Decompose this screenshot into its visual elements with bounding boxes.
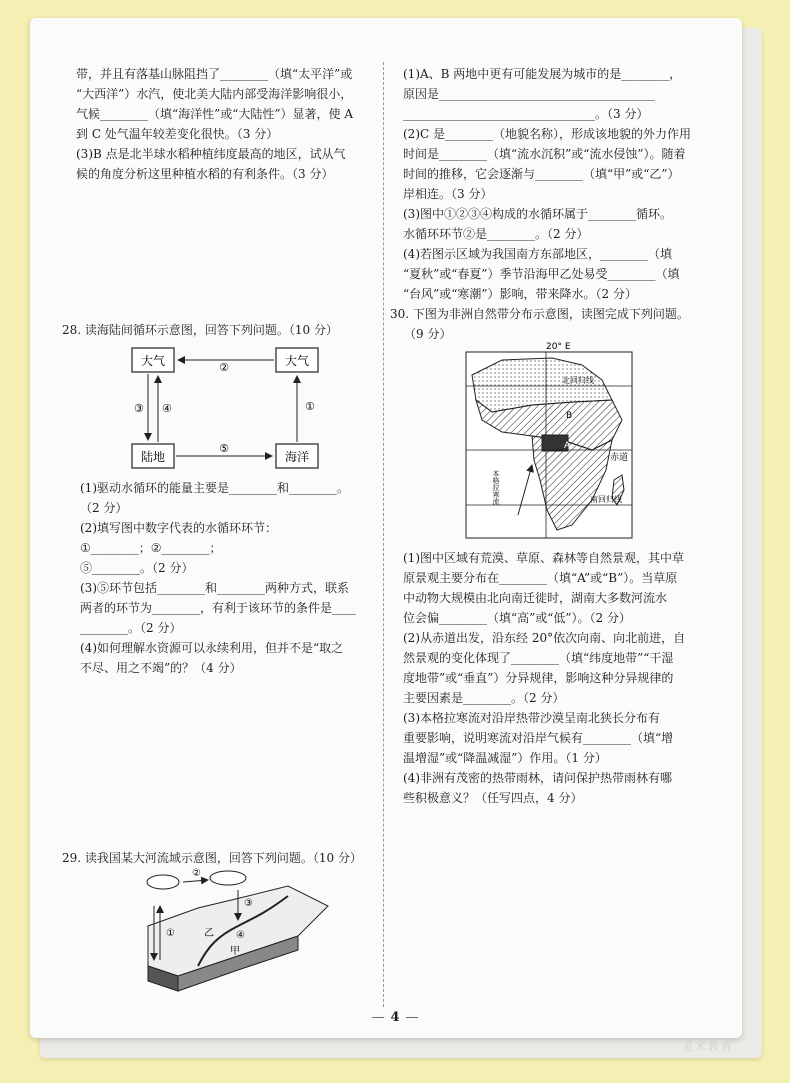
q30-line: (2)从赤道出发，沿东经 20°依次向南、向北前进，自 (403, 631, 686, 645)
label-4-29: ④ (236, 930, 245, 941)
q28-line: 不尽、用之不竭”的？（4 分） (80, 661, 242, 675)
q30-line: (1)图中区域有荒漠、草原、森林等自然景观，其中草 (403, 551, 685, 565)
q30-line: 些积极意义？（任写四点，4 分） (403, 791, 583, 805)
q28-line: (1)驱动水循环的能量主要是________和________。 (80, 481, 349, 495)
q30-line: 重要影响，说明寒流对沿岸气候有________（填“增 (403, 731, 674, 745)
equator-label: 赤道 (610, 453, 629, 463)
column-divider (383, 62, 384, 1007)
q30-title (390, 304, 700, 344)
land-label: 陆地 (140, 450, 166, 464)
benguela-current-label: 本格拉寒流 (492, 470, 500, 505)
q28-line: （2 分） (80, 501, 128, 515)
q30-line: 然景观的变化体现了________（填“纬度地带”“干湿 (403, 651, 674, 665)
cloud-mid (210, 871, 246, 885)
label-2: ② (219, 361, 229, 374)
meridian-label: 20° E (546, 342, 571, 352)
zone-a-label: A (564, 441, 571, 451)
q30-line: (3)本格拉寒流对沿岸热带沙漠呈南北狭长分布有 (403, 711, 660, 725)
q30-line: (4)非洲有茂密的热带雨林，请问保护热带雨林有哪 (403, 771, 672, 785)
q27-line: 时间的推移，它会逐渐与________（填“甲”或“乙”） (403, 167, 680, 181)
q30-questions (403, 548, 699, 808)
label-yi: 乙 (204, 928, 214, 939)
q28-line: ①________；②________； (80, 541, 222, 555)
water-cycle-diagram (120, 340, 340, 470)
q27-line: ________________________________。（3 分） (403, 107, 649, 121)
question-28-title: 28. 读海陆间循环示意图，回答下列问题。（10 分） (62, 323, 338, 337)
intro-line: 到 C 处气温年较差变化很快。（3 分） (76, 127, 279, 141)
label-4: ④ (162, 402, 172, 415)
question-30-score: （9 分） (404, 327, 452, 341)
q28-line: ⑤________。（2 分） (80, 561, 194, 575)
page-dash-left: — (371, 1010, 385, 1025)
intro-line: 气候________（填“海洋性”或“大陆性”）显著，使 A (76, 107, 354, 121)
q30-line: 原景观主要分布在________（填“A”或“B”）。当草原 (403, 571, 678, 585)
page-number (0, 1010, 790, 1025)
q28-line: 两者的环节为________，有利于该环节的条件是____ (80, 601, 357, 615)
q30-line: 温增湿”或“降温减湿”）作用。（1 分） (403, 751, 607, 765)
q28-questions (80, 478, 372, 678)
tropic-north-label: 北回归线 (562, 376, 594, 385)
q27-line: “台风”或“寒潮”）影响，带来降水。（2 分） (403, 287, 637, 301)
arrow-2-29 (183, 880, 208, 882)
q27-line: “夏秋”或“春夏”）季节沿海甲乙处易受________（填 (403, 267, 680, 281)
page-number-value: 4 (390, 1010, 400, 1025)
q27-line: (4)若图示区域为我国南方东部地区，________（填 (403, 247, 672, 261)
q27-line: 水循环环节②是________。（2 分） (403, 227, 589, 241)
question-29-title: 29. 读我国某大河流域示意图，回答下列问题。（10 分） (62, 851, 362, 865)
africa-zone-map (462, 340, 636, 540)
label-2-29: ② (192, 868, 201, 879)
label-1: ① (305, 400, 315, 413)
atmosphere-label-left: 大气 (140, 354, 166, 368)
intro-line: “大西洋”）水汽，使北美大陆内部受海洋影响很小， (76, 87, 353, 101)
q27-line: (1)A、B 两地中更有可能发展为城市的是________， (403, 67, 682, 81)
q27-line: (2)C 是________（地貌名称），形成该地貌的外力作用 (403, 127, 691, 141)
intro-line: (3)B 点是北半球水稻种植纬度最高的地区，试从气 (76, 147, 346, 161)
q30-line: 位会偏________（填“高”或“低”）。（2 分） (403, 611, 631, 625)
zone-b-label: B (566, 411, 573, 421)
q27-line: 原因是____________________________________ (403, 87, 656, 101)
q28-title (62, 320, 358, 340)
label-jia: 甲 (230, 946, 240, 957)
intro-line: 带，并且有落基山脉阻挡了________（填“太平洋”或 (76, 67, 353, 81)
river-basin-diagram (138, 866, 338, 996)
right-top (403, 64, 699, 304)
q30-line: 度地带”或“垂直”）分异规律，影响这种分异规律的 (403, 671, 674, 685)
question-30-title: 30. 下图为非洲自然带分布示意图，读图完成下列问题。 (390, 307, 689, 321)
cloud-left (147, 875, 179, 889)
label-1-29: ① (166, 928, 175, 939)
q28-line: (4)如何理解水资源可以永续利用，但并不是“取之 (80, 641, 344, 655)
label-3: ③ (134, 402, 144, 415)
q28-line: (2)填写图中数字代表的水循环环节： (80, 521, 277, 535)
q27-line: 岸相连。（3 分） (403, 187, 493, 201)
q30-line: 中动物大规模由北向南迁徙时，湖南大多数河流水 (403, 591, 668, 605)
label-3-29: ③ (244, 898, 253, 909)
label-5: ⑤ (219, 442, 229, 455)
page-dash-right: — (405, 1010, 419, 1025)
watermark: 美术教育 (682, 1040, 734, 1053)
ocean-label: 海洋 (284, 450, 310, 464)
q29-title (62, 848, 362, 868)
q27-line: (3)图中①②③④构成的水循环属于________循环。 (403, 207, 672, 221)
q27-line: 时间是________（填“流水沉积”或“流水侵蚀”）。随着 (403, 147, 686, 161)
q28-line: ________。（2 分） (80, 621, 182, 635)
intro-line: 候的角度分析这里种植水稻的有利条件。（3 分） (76, 167, 334, 181)
tropic-south-label: 南回归线 (590, 495, 622, 504)
q30-line: 主要因素是________。（2 分） (403, 691, 565, 705)
q28-line: (3)⑤环节包括________和________两种方式，联系 (80, 581, 349, 595)
atmosphere-label-right: 大气 (284, 354, 310, 368)
left-intro (76, 64, 372, 184)
